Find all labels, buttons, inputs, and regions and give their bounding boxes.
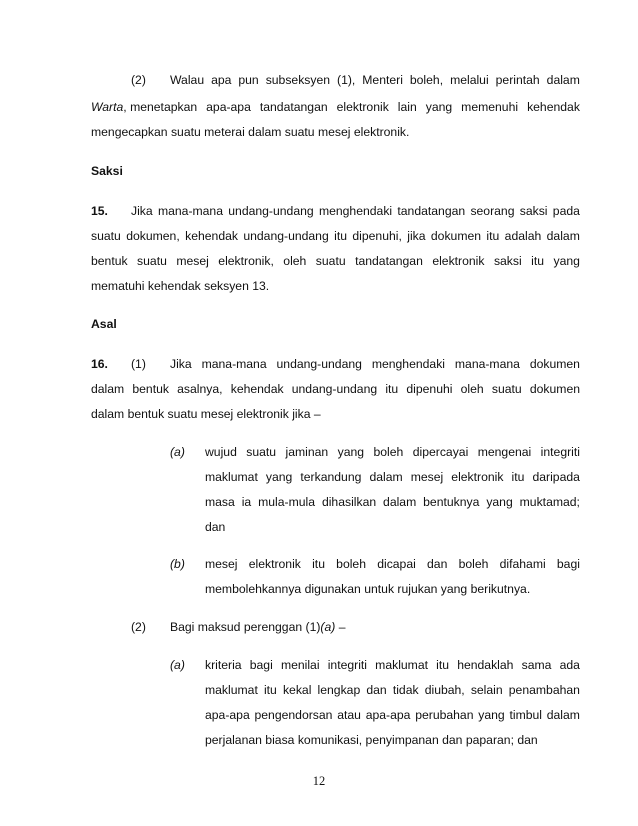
text-word: itu bbox=[263, 683, 277, 697]
text-word: dokumen bbox=[529, 382, 580, 396]
text-word: mana-mana bbox=[201, 357, 267, 371]
text-line: perjalanan biasa komunikasi, penyimpanan dan paparan; dan bbox=[205, 733, 538, 747]
text-word: Jika bbox=[170, 357, 192, 371]
text-word: terkandung bbox=[300, 470, 362, 484]
text-word: dalam bbox=[546, 229, 580, 243]
text-word: apa-apa bbox=[205, 708, 250, 722]
paragraph-label: (a) bbox=[170, 658, 185, 672]
text-word: selain bbox=[470, 683, 503, 697]
text-word: yang bbox=[337, 445, 365, 459]
text-word: boleh bbox=[336, 557, 366, 571]
text-line-warta bbox=[91, 99, 580, 115]
text-word: kehendak bbox=[527, 100, 580, 114]
text-word: yang bbox=[425, 100, 453, 114]
text-fragment: – bbox=[335, 620, 346, 634]
text-word: memenuhi bbox=[461, 100, 519, 114]
text-word: dipenuhi, bbox=[352, 229, 402, 243]
text-word: undang-undang bbox=[276, 357, 362, 371]
text-line: membolehkannya digunakan untuk rujukan yang berikutnya. bbox=[205, 582, 531, 596]
text-line: dalam bentuk suatu mesej elektronik jika – bbox=[91, 407, 321, 421]
text-word: dan bbox=[427, 557, 448, 571]
text-word: boleh bbox=[373, 445, 404, 459]
section-heading: Asal bbox=[91, 317, 117, 331]
italic-term: Warta bbox=[91, 100, 124, 114]
text-word: Walau bbox=[170, 73, 205, 87]
text-word: atau bbox=[337, 708, 361, 722]
text-word: jika bbox=[407, 229, 426, 243]
text-word: yang bbox=[486, 495, 513, 509]
text-word: undang-undang bbox=[291, 382, 378, 396]
text-word: mana-mana bbox=[157, 204, 223, 218]
text-word: yang bbox=[553, 254, 580, 268]
text-word: itu bbox=[312, 557, 325, 571]
text-word: boleh, bbox=[409, 73, 444, 87]
text-word: itu bbox=[436, 658, 450, 672]
text-word: dicapai bbox=[377, 557, 416, 571]
page-number: 12 bbox=[312, 774, 326, 788]
text-word: itu bbox=[334, 229, 347, 243]
text-word: menghendaki bbox=[371, 357, 445, 371]
text-word: melalui bbox=[450, 73, 489, 87]
text-word: lain bbox=[397, 100, 417, 114]
text-word: Menteri bbox=[362, 73, 403, 87]
text-word: mula-mula bbox=[258, 495, 316, 509]
text-word: sama bbox=[521, 658, 552, 672]
text-word: perubahan bbox=[415, 708, 474, 722]
text-word: dalam bbox=[546, 708, 580, 722]
text-word: adalah bbox=[504, 229, 542, 243]
text-word: bentuk bbox=[91, 254, 128, 268]
text-line bbox=[205, 707, 580, 723]
text-word: mesej bbox=[410, 470, 444, 484]
paragraph-label: (b) bbox=[170, 557, 185, 571]
text-word: integriti bbox=[540, 445, 580, 459]
text-word: kriteria bbox=[205, 658, 242, 672]
text-line: dan bbox=[205, 520, 226, 534]
text-line bbox=[205, 682, 580, 698]
text-word: suatu bbox=[91, 229, 121, 243]
text-line bbox=[91, 228, 580, 244]
text-word: tandatangan bbox=[355, 254, 423, 268]
text-line: mematuhi kehendak seksyen 13. bbox=[91, 279, 270, 293]
text-line bbox=[170, 356, 580, 372]
text-word: mesej bbox=[205, 557, 238, 571]
text-word: integriti bbox=[327, 658, 368, 672]
text-word: seorang bbox=[470, 204, 515, 218]
text-line bbox=[131, 203, 580, 219]
text-word: penambahan bbox=[508, 683, 580, 697]
text-word: dalam bbox=[91, 382, 125, 396]
text-word: , menetapkan bbox=[123, 100, 198, 114]
text-word: saksi bbox=[519, 204, 548, 218]
text-word: suatu bbox=[491, 382, 522, 396]
text-word: saksi bbox=[493, 254, 522, 268]
text-word: oleh bbox=[460, 382, 484, 396]
text-word: hendaklah bbox=[457, 658, 514, 672]
text-word: itu bbox=[486, 229, 500, 243]
text-word: suatu bbox=[137, 254, 167, 268]
text-word: itu bbox=[511, 470, 525, 484]
text-word: dokumen, bbox=[126, 229, 180, 243]
text-word: tidak bbox=[392, 683, 419, 697]
text-word: kekal bbox=[282, 683, 312, 697]
text-word: masa bbox=[205, 495, 235, 509]
text-word: jaminan bbox=[285, 445, 329, 459]
text-word: dihasilkan bbox=[321, 495, 377, 509]
text-line bbox=[205, 444, 580, 460]
text-line bbox=[205, 469, 580, 485]
text-word: dalam bbox=[383, 495, 417, 509]
paragraph-label: (a) bbox=[170, 445, 185, 459]
text-line bbox=[205, 556, 580, 572]
text-word: tandatangan bbox=[397, 204, 466, 218]
text-word: daripada bbox=[532, 470, 580, 484]
text-word: bentuk bbox=[132, 382, 169, 396]
text-word: itu bbox=[531, 254, 545, 268]
text-word: pada bbox=[552, 204, 580, 218]
subsection-number: (2) bbox=[131, 620, 146, 634]
text-word: maklumat bbox=[375, 658, 428, 672]
text-word: menilai bbox=[280, 658, 320, 672]
italic-term: (a) bbox=[320, 620, 336, 634]
text-word: apa-apa bbox=[365, 708, 411, 722]
text-line bbox=[205, 494, 580, 510]
text-word: boleh bbox=[458, 557, 489, 571]
text-word: pun bbox=[238, 73, 259, 87]
text-word: elektronik, bbox=[218, 254, 274, 268]
text-word: apa-apa bbox=[206, 100, 251, 114]
text-word: difahami bbox=[499, 557, 546, 571]
text-word: Jika bbox=[131, 204, 153, 218]
text-line bbox=[205, 657, 580, 673]
section-heading: Saksi bbox=[91, 164, 123, 178]
text-word: mesej bbox=[176, 254, 209, 268]
text-line bbox=[170, 72, 580, 88]
text-word: undang-undang bbox=[243, 229, 329, 243]
text-word: ia bbox=[241, 495, 252, 509]
text-word: muktamad; bbox=[519, 495, 580, 509]
text-word: bentuknya bbox=[423, 495, 480, 509]
text-line bbox=[91, 381, 580, 397]
text-word: pengendorsan bbox=[254, 708, 333, 722]
text-word: yang bbox=[265, 470, 293, 484]
text-word: diubah, bbox=[424, 683, 465, 697]
text-word: undang-undang bbox=[228, 204, 314, 218]
text-word: lengkap bbox=[317, 683, 361, 697]
text-word: kehendak bbox=[185, 229, 238, 243]
text-word: dipercayai bbox=[412, 445, 469, 459]
text-word: dan bbox=[366, 683, 387, 697]
text-word: dalam bbox=[369, 470, 403, 484]
section-number: 16. bbox=[91, 357, 108, 371]
text-word: elektronik bbox=[248, 557, 301, 571]
text-line: mengecapkan suatu meterai dalam suatu mesej elektronik. bbox=[91, 125, 410, 139]
text-word: maklumat bbox=[205, 683, 258, 697]
text-fragment: Bagi maksud perenggan (1) bbox=[170, 620, 321, 634]
text-word: suatu bbox=[246, 445, 277, 459]
text-word: maklumat bbox=[205, 470, 258, 484]
subsection-number: (1) bbox=[131, 357, 146, 371]
subsection-number: (2) bbox=[131, 73, 146, 87]
text-word: perintah bbox=[495, 73, 540, 87]
text-word: kehendak bbox=[230, 382, 284, 396]
text-word: bagi bbox=[556, 557, 580, 571]
text-word: dipenuhi bbox=[406, 382, 453, 396]
text-word: dokumen bbox=[529, 357, 580, 371]
text-word: (1), bbox=[337, 73, 356, 87]
text-word: subseksyen bbox=[265, 73, 331, 87]
text-word: dalam bbox=[546, 73, 580, 87]
text-word: menghendaki bbox=[318, 204, 393, 218]
text-word: elektronik bbox=[336, 100, 389, 114]
text-word: ada bbox=[559, 658, 580, 672]
text-word: wujud bbox=[205, 445, 237, 459]
text-word: bagi bbox=[249, 658, 273, 672]
section-number: 15. bbox=[91, 204, 108, 218]
text-word: apa bbox=[211, 73, 232, 87]
text-word: dokumen bbox=[430, 229, 482, 243]
text-word: asalnya, bbox=[177, 382, 223, 396]
text-word: timbul bbox=[509, 708, 542, 722]
text-word: elektronik bbox=[432, 254, 485, 268]
text-word: elektronik bbox=[451, 470, 504, 484]
text-word: itu bbox=[385, 382, 399, 396]
text-word: mengenai bbox=[477, 445, 532, 459]
text-word: oleh bbox=[283, 254, 307, 268]
text-word: yang bbox=[478, 708, 505, 722]
text-line bbox=[91, 253, 580, 269]
text-line bbox=[170, 619, 345, 635]
text-word: tandatangan bbox=[259, 100, 328, 114]
text-word: suatu bbox=[315, 254, 346, 268]
text-word: mana-mana bbox=[454, 357, 520, 371]
